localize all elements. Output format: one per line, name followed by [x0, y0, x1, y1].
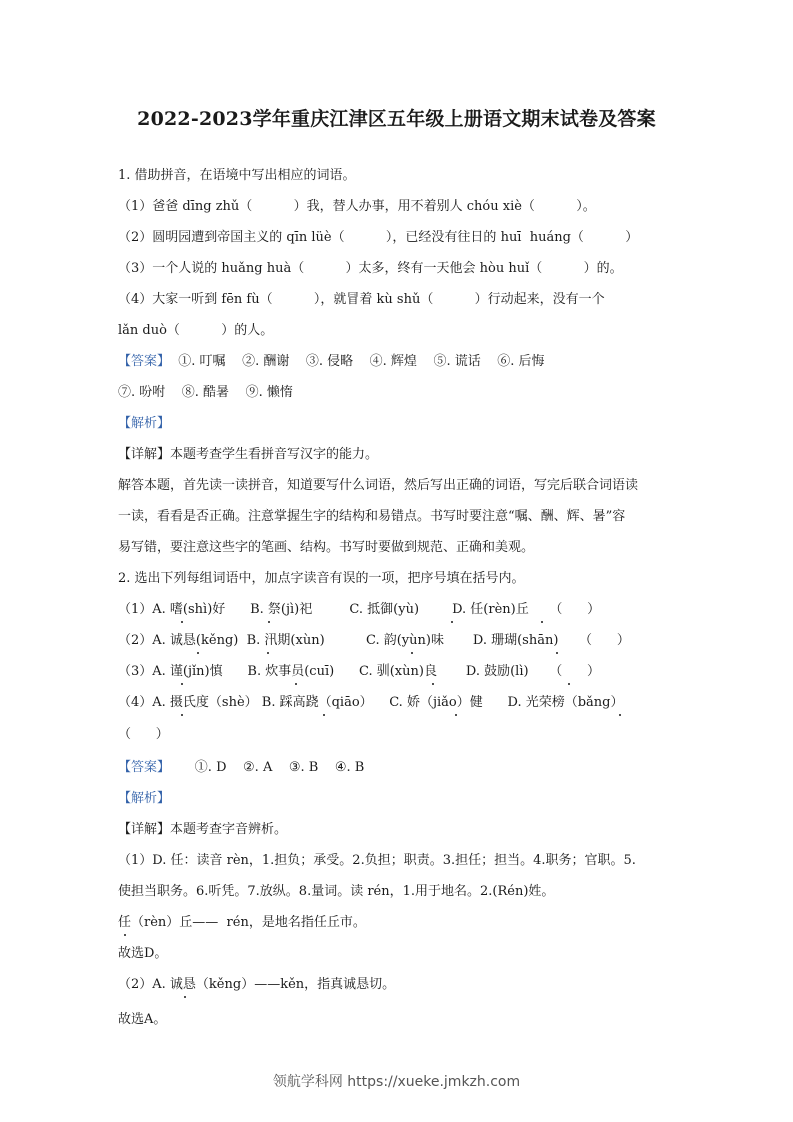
page-title: 2022-2023学年重庆江津区五年级上册语文期末试卷及答案: [137, 108, 656, 130]
q2-item-3: （3）A. 谨(jǐn)慎 B. 炊事员(cuī) C. 驯(xùn)良 D. 鼓励(lì) （ ）: [118, 664, 601, 679]
q1-stem: 1. 借助拼音，在语境中写出相应的词语。: [118, 168, 356, 183]
q1-answer-cont: ⑦. 吩咐 ⑧. 酷暑 ⑨. 懒惰: [118, 385, 293, 400]
answer-text: ①. 叮嘱 ②. 酬谢 ③. 侵略 ④. 辉煌 ⑤. 谎话 ⑥. 后悔: [170, 354, 545, 369]
emphasis-dot: [619, 714, 621, 716]
emphasis-dot: [268, 621, 270, 623]
q2-explain-2: 使担当职务。6.听凭。7.放纵。8.量词。读 rén，1.用于地名。2.(Rén)姓。: [118, 884, 555, 899]
emphasis-dot: [181, 683, 183, 685]
q1-item-4: （4）大家一听到 fēn fù（ ），就冒着 kù shǔ（ ）行动起来，没有一个: [118, 292, 605, 307]
q2-answer: [118, 760, 364, 776]
emphasis-dot: [323, 714, 325, 716]
emphasis-dot: [455, 714, 457, 716]
q2-explain-4: 故选D。: [118, 946, 168, 961]
emphasis-dot: [432, 683, 434, 685]
answer-text: ①. D ②. A ③. B ④. B: [170, 760, 365, 775]
emphasis-dot: [568, 683, 570, 685]
footer-watermark: 领航学科网 https://xueke.jmkzh.com: [272, 1074, 521, 1090]
q2-explain-5: （2）A. 诚恳（kěng）——kěn，指真诚恳切。: [118, 977, 396, 992]
q1-item-1: （1）爸爸 dīng zhǔ（ ）我，替人办事，用不着别人 chóu xiè（ ）。: [118, 199, 596, 214]
emphasis-dot: [197, 652, 199, 654]
q2-stem: 2. 选出下列每组词语中，加点字读音有误的一项，把序号填在括号内。: [118, 571, 525, 586]
q1-explain-1: 解答本题，首先读一读拼音，知道要写什么词语，然后写出正确的词语，写完后联合词语读: [118, 478, 639, 493]
q2-item-4-cont: （ ）: [118, 727, 169, 742]
q1-explain-2: 一读，看看是否正确。注意掌握生字的结构和易错点。书写时要注意“嘱、酬、辉、暑”容: [118, 509, 626, 524]
answer-label: 【答案】: [118, 760, 171, 775]
emphasis-dot: [451, 621, 453, 623]
q2-detail: 【详解】本题考查字音辨析。: [118, 822, 288, 837]
emphasis-dot: [556, 652, 558, 654]
emphasis-dot: [411, 652, 413, 654]
q2-explain-3: 任（rèn）丘—— rén，是地名指任丘市。: [118, 915, 366, 930]
q2-explain-1: （1）D. 任：读音 rèn，1.担负；承受。2.负担；职责。3.担任；担当。4.职务；官职。5.: [118, 853, 636, 868]
emphasis-dot: [181, 621, 183, 623]
q2-item-4: （4）A. 摄氏度（shè） B. 踩高跷（qiāo） C. 娇（jiǎo）健 D. 光荣榜（bǎng）: [118, 695, 624, 710]
q2-item-1: （1）A. 嗜(shì)好 B. 祭(jì)祀 C. 抵御(yù) D. 任(rèn)丘 （ ）: [118, 602, 601, 617]
emphasis-dot: [181, 714, 183, 716]
emphasis-dot: [124, 934, 126, 936]
emphasis-dot: [541, 621, 543, 623]
q2-explain-6: 故选A。: [118, 1012, 167, 1027]
emphasis-dot: [184, 996, 186, 998]
q1-analysis-label: 【解析】: [118, 416, 171, 431]
q1-detail: 【详解】本题考查学生看拼音写汉字的能力。: [118, 447, 379, 462]
q1-item-3: （3）一个人说的 huǎng huà（ ）太多，终有一天他会 hòu huǐ（ ）的。: [118, 261, 623, 276]
q2-item-2: （2）A. 诚恳(kěng) B. 汛期(xùn) C. 韵(yùn)味 D. 珊瑚(shān) （ ）: [118, 633, 630, 648]
q2-analysis-label: 【解析】: [118, 791, 171, 806]
q1-answer: [118, 354, 545, 370]
emphasis-dot: [267, 652, 269, 654]
q1-explain-3: 易写错，要注意这些字的笔画、结构。书写时要做到规范、正确和美观。: [118, 540, 535, 555]
emphasis-dot: [295, 683, 297, 685]
q1-item-4-cont: lǎn duò（ ）的人。: [118, 323, 274, 338]
answer-label: 【答案】: [118, 354, 171, 369]
q1-item-2: （2）圆明园遭到帝国主义的 qīn lüè（ ），已经没有往日的 huī huáng（ ）: [118, 230, 639, 245]
